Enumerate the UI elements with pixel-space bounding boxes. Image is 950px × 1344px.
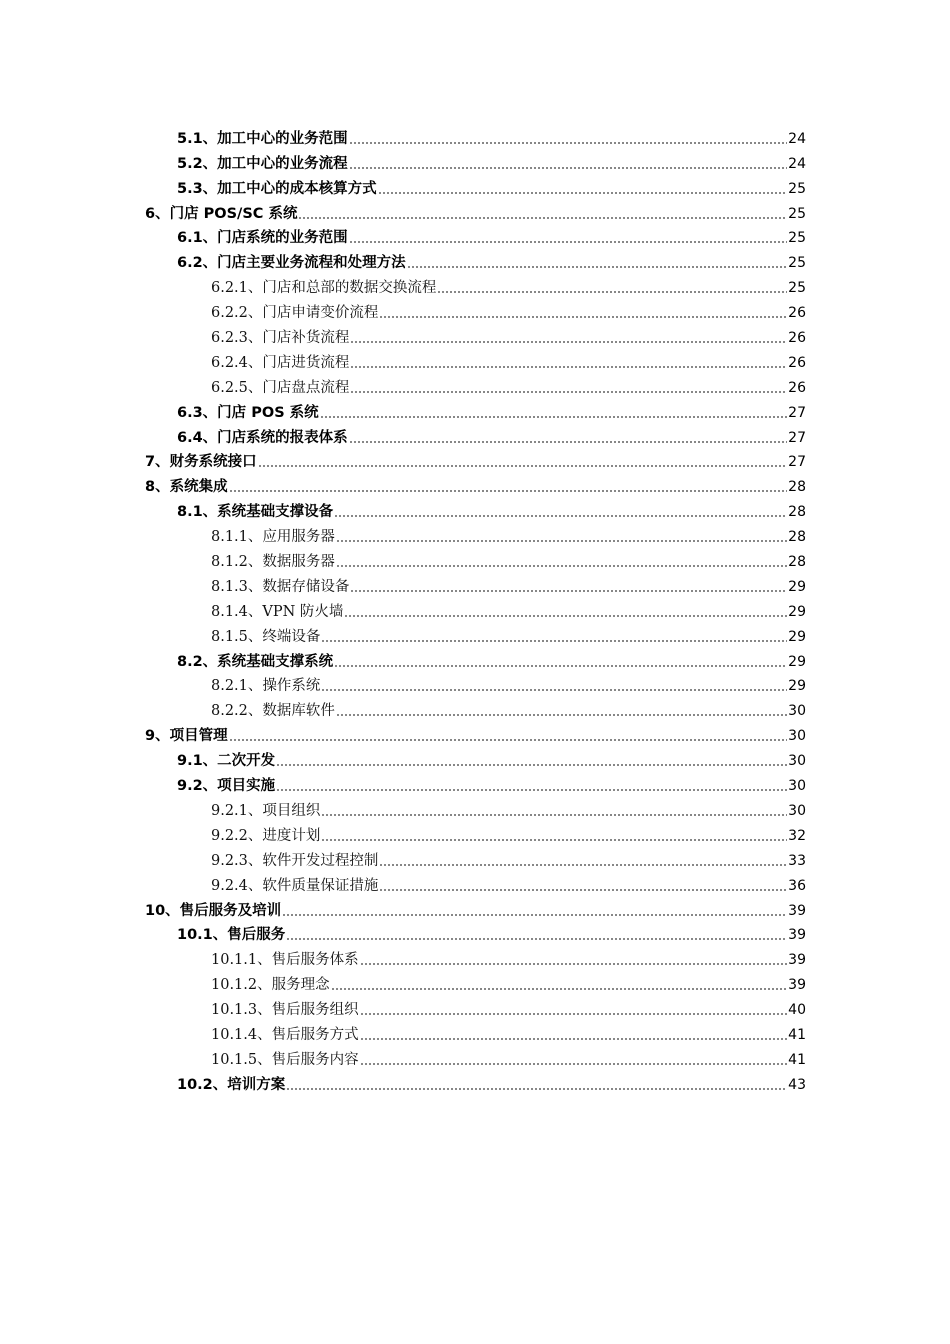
toc-entry-title: 6、门店 POS/SC 系统 bbox=[145, 205, 298, 222]
toc-entry-title: 6.2.5、门店盘点流程 bbox=[211, 379, 350, 396]
dot-leader bbox=[282, 914, 787, 916]
toc-entry-line bbox=[211, 678, 806, 694]
toc-entry-line bbox=[145, 479, 806, 495]
toc-entry-page-number: 29 bbox=[788, 653, 806, 670]
toc-entry-line bbox=[177, 430, 806, 446]
toc-entry-page-number: 26 bbox=[788, 330, 806, 347]
dot-leader bbox=[350, 391, 787, 393]
toc-entry[interactable] bbox=[0, 399, 950, 424]
toc-entry-title: 10.1.2、服务理念 bbox=[211, 977, 330, 994]
toc-entry-page-number: 24 bbox=[788, 130, 806, 147]
dot-leader bbox=[276, 764, 787, 766]
toc-entry-page-number: 41 bbox=[788, 1051, 806, 1068]
toc-entry-line bbox=[145, 903, 806, 919]
toc-entry-page-number: 39 bbox=[788, 902, 806, 919]
toc-entry-page-number: 29 bbox=[788, 628, 806, 645]
dot-leader bbox=[229, 490, 788, 492]
dot-leader bbox=[321, 839, 787, 841]
toc-entry[interactable] bbox=[0, 722, 950, 747]
dot-leader bbox=[360, 1063, 788, 1065]
toc-entry-line bbox=[211, 828, 806, 844]
toc-entry[interactable] bbox=[0, 374, 950, 399]
toc-entry-line bbox=[177, 156, 806, 172]
toc-entry-page-number: 27 bbox=[788, 454, 806, 471]
toc-entry-line bbox=[177, 405, 806, 421]
dot-leader bbox=[336, 565, 787, 567]
toc-entry-page-number: 28 bbox=[788, 504, 806, 521]
toc-entry-title: 8.1.1、应用服务器 bbox=[211, 529, 335, 546]
toc-entry[interactable] bbox=[0, 523, 950, 548]
dot-leader bbox=[334, 515, 787, 517]
dot-leader bbox=[360, 1013, 788, 1015]
dot-leader bbox=[349, 241, 787, 243]
toc-entry-title: 9.2.2、进度计划 bbox=[211, 827, 321, 844]
toc-entry-title: 8.2.1、操作系统 bbox=[211, 678, 321, 695]
toc-entry-line bbox=[177, 654, 806, 670]
dot-leader bbox=[229, 739, 788, 741]
toc-entry-title: 6.4、门店系统的报表体系 bbox=[177, 429, 348, 446]
toc-entry-line bbox=[211, 1052, 806, 1068]
toc-entry-title: 10.2、培训方案 bbox=[177, 1076, 286, 1093]
toc-entry-page-number: 28 bbox=[788, 529, 806, 546]
toc-entry-page-number: 25 bbox=[788, 255, 806, 272]
toc-entry-title: 5.2、加工中心的业务流程 bbox=[177, 155, 348, 172]
toc-entry-line bbox=[177, 230, 806, 246]
toc-entry[interactable] bbox=[0, 324, 950, 349]
toc-entry-page-number: 28 bbox=[788, 479, 806, 496]
toc-entry[interactable] bbox=[0, 747, 950, 772]
toc-entry-line bbox=[211, 355, 806, 371]
toc-entry-line bbox=[211, 878, 806, 894]
toc-entry[interactable] bbox=[0, 623, 950, 648]
toc-entry[interactable] bbox=[0, 598, 950, 623]
toc-entry-page-number: 36 bbox=[788, 877, 806, 894]
toc-entry[interactable] bbox=[0, 249, 950, 274]
dot-leader bbox=[350, 590, 787, 592]
toc-entry-title: 10.1.5、售后服务内容 bbox=[211, 1051, 359, 1068]
toc-entry-line bbox=[211, 803, 806, 819]
toc-entry-title: 8.1.2、数据服务器 bbox=[211, 554, 335, 571]
dot-leader bbox=[334, 665, 787, 667]
dot-leader bbox=[321, 640, 787, 642]
dot-leader bbox=[331, 988, 788, 990]
toc-entry[interactable] bbox=[0, 897, 950, 922]
toc-entry-page-number: 39 bbox=[788, 977, 806, 994]
toc-entry-line bbox=[211, 529, 806, 545]
toc-entry-title: 6.1、门店系统的业务范围 bbox=[177, 230, 348, 247]
toc-entry-line bbox=[145, 454, 806, 470]
toc-entry-line bbox=[211, 703, 806, 719]
toc-entry-page-number: 30 bbox=[788, 703, 806, 720]
toc-entry[interactable] bbox=[0, 1046, 950, 1071]
toc-entry-page-number: 30 bbox=[788, 753, 806, 770]
toc-entry-title: 8.2、系统基础支撑系统 bbox=[177, 653, 334, 670]
toc-entry-title: 6.2.1、门店和总部的数据交换流程 bbox=[211, 280, 437, 297]
toc-entry[interactable] bbox=[0, 424, 950, 449]
toc-entry-page-number: 26 bbox=[788, 305, 806, 322]
toc-entry-title: 9.2.1、项目组织 bbox=[211, 802, 321, 819]
toc-entry-line bbox=[211, 604, 806, 620]
toc-entry-line bbox=[211, 853, 806, 869]
toc-entry-line bbox=[177, 181, 806, 197]
toc-entry-title: 6.3、门店 POS 系统 bbox=[177, 404, 319, 421]
toc-entry[interactable] bbox=[0, 299, 950, 324]
toc-entry-title: 10.1.3、售后服务组织 bbox=[211, 1002, 359, 1019]
toc-entry-page-number: 28 bbox=[788, 554, 806, 571]
toc-entry[interactable] bbox=[0, 548, 950, 573]
toc-entry-page-number: 30 bbox=[788, 728, 806, 745]
toc-entry[interactable] bbox=[0, 225, 950, 250]
toc-entry-title: 8.1、系统基础支撑设备 bbox=[177, 504, 334, 521]
dot-leader bbox=[379, 864, 787, 866]
toc-entry[interactable] bbox=[0, 772, 950, 797]
toc-entry-page-number: 30 bbox=[788, 802, 806, 819]
toc-entry-line bbox=[177, 1077, 806, 1093]
dot-leader bbox=[344, 615, 787, 617]
toc-entry-title: 5.3、加工中心的成本核算方式 bbox=[177, 180, 377, 197]
toc-entry-line bbox=[211, 380, 806, 396]
dot-leader bbox=[350, 341, 787, 343]
toc-entry[interactable] bbox=[0, 573, 950, 598]
dot-leader bbox=[321, 814, 787, 816]
toc-entry[interactable] bbox=[0, 922, 950, 947]
toc-entry-page-number: 40 bbox=[788, 1002, 806, 1019]
dot-leader bbox=[407, 266, 787, 268]
toc-entry-line bbox=[211, 629, 806, 645]
toc-entry-page-number: 29 bbox=[788, 603, 806, 620]
toc-entry[interactable] bbox=[0, 125, 950, 150]
toc-entry[interactable] bbox=[0, 449, 950, 474]
toc-entry-page-number: 33 bbox=[788, 852, 806, 869]
toc-entry-title: 8.1.4、VPN 防火墙 bbox=[211, 603, 344, 620]
toc-entry-page-number: 26 bbox=[788, 379, 806, 396]
toc-entry-title: 8.1.3、数据存储设备 bbox=[211, 578, 350, 595]
toc-entry[interactable] bbox=[0, 200, 950, 225]
toc-entry[interactable] bbox=[0, 274, 950, 299]
toc-entry-page-number: 25 bbox=[788, 280, 806, 297]
toc-entry-line bbox=[211, 305, 806, 321]
toc-entry[interactable] bbox=[0, 473, 950, 498]
toc-entry-line bbox=[177, 131, 806, 147]
toc-entry-title: 9.1、二次开发 bbox=[177, 753, 276, 770]
toc-entry-page-number: 43 bbox=[788, 1076, 806, 1093]
toc-entry[interactable] bbox=[0, 673, 950, 698]
toc-entry-line bbox=[177, 927, 806, 943]
toc-entry-title: 6.2.3、门店补货流程 bbox=[211, 330, 350, 347]
dot-leader bbox=[320, 416, 787, 418]
dot-leader bbox=[336, 714, 787, 716]
dot-leader bbox=[321, 689, 787, 691]
toc-entry-line bbox=[177, 778, 806, 794]
toc-entry-page-number: 24 bbox=[788, 155, 806, 172]
toc-entry-title: 7、财务系统接口 bbox=[145, 454, 257, 471]
toc-entry[interactable] bbox=[0, 872, 950, 897]
toc-entry[interactable] bbox=[0, 971, 950, 996]
toc-entry-line bbox=[211, 330, 806, 346]
toc-entry[interactable] bbox=[0, 697, 950, 722]
toc-entry-line bbox=[177, 255, 806, 271]
toc-entry-title: 8、系统集成 bbox=[145, 479, 228, 496]
toc-entry-line bbox=[145, 206, 806, 222]
toc-entry-line bbox=[211, 280, 806, 296]
dot-leader bbox=[349, 167, 787, 169]
toc-entry-title: 9、项目管理 bbox=[145, 728, 228, 745]
toc-entry-title: 8.2.2、数据库软件 bbox=[211, 703, 335, 720]
toc-entry-title: 8.1.5、终端设备 bbox=[211, 628, 321, 645]
dot-leader bbox=[276, 789, 787, 791]
toc-entry-line bbox=[211, 1027, 806, 1043]
toc-entry[interactable] bbox=[0, 797, 950, 822]
toc-entry-page-number: 39 bbox=[788, 952, 806, 969]
toc-entry-page-number: 26 bbox=[788, 354, 806, 371]
dot-leader bbox=[336, 540, 787, 542]
toc-entry-page-number: 41 bbox=[788, 1026, 806, 1043]
toc-entry-page-number: 27 bbox=[788, 429, 806, 446]
toc-entry-line bbox=[177, 753, 806, 769]
dot-leader bbox=[379, 889, 787, 891]
toc-entry-title: 6.2.2、门店申请变价流程 bbox=[211, 305, 379, 322]
toc-entry[interactable] bbox=[0, 1021, 950, 1046]
toc-entry-line bbox=[211, 1002, 806, 1018]
toc-entry-line bbox=[211, 977, 806, 993]
toc-entry-title: 5.1、加工中心的业务范围 bbox=[177, 130, 348, 147]
toc-entry[interactable] bbox=[0, 150, 950, 175]
toc-entry[interactable] bbox=[0, 498, 950, 523]
toc-entry-title: 6.2、门店主要业务流程和处理方法 bbox=[177, 255, 406, 272]
toc-entry-title: 9.2.3、软件开发过程控制 bbox=[211, 852, 379, 869]
dot-leader bbox=[437, 291, 787, 293]
dot-leader bbox=[349, 441, 787, 443]
dot-leader bbox=[349, 142, 787, 144]
toc-entry-title: 9.2、项目实施 bbox=[177, 778, 276, 795]
toc-entry[interactable] bbox=[0, 822, 950, 847]
toc-entry-title: 10.1.1、售后服务体系 bbox=[211, 952, 359, 969]
toc-entry-page-number: 27 bbox=[788, 404, 806, 421]
dot-leader bbox=[379, 316, 787, 318]
toc-entry-title: 6.2.4、门店进货流程 bbox=[211, 354, 350, 371]
toc-entry-page-number: 39 bbox=[788, 927, 806, 944]
toc-entry-page-number: 25 bbox=[788, 180, 806, 197]
dot-leader bbox=[258, 465, 788, 467]
toc-entry-title: 10.1.4、售后服务方式 bbox=[211, 1026, 359, 1043]
toc-entry[interactable] bbox=[0, 648, 950, 673]
toc-entry-line bbox=[211, 579, 806, 595]
toc-entry[interactable] bbox=[0, 1071, 950, 1096]
toc-entry-title: 10.1、售后服务 bbox=[177, 927, 286, 944]
dot-leader bbox=[360, 1038, 788, 1040]
toc-entry[interactable] bbox=[0, 847, 950, 872]
toc-entry-page-number: 29 bbox=[788, 578, 806, 595]
toc-entry-page-number: 25 bbox=[788, 205, 806, 222]
toc-entry-line bbox=[177, 504, 806, 520]
toc-entry-page-number: 32 bbox=[788, 827, 806, 844]
toc-entry[interactable] bbox=[0, 175, 950, 200]
toc-entry-title: 10、售后服务及培训 bbox=[145, 902, 282, 919]
toc-entry[interactable] bbox=[0, 946, 950, 971]
table-of-contents bbox=[0, 125, 950, 1096]
toc-entry-line bbox=[211, 554, 806, 570]
toc-entry-line bbox=[145, 728, 806, 744]
dot-leader bbox=[286, 1088, 787, 1090]
toc-entry-title: 9.2.4、软件质量保证措施 bbox=[211, 877, 379, 894]
dot-leader bbox=[378, 192, 787, 194]
dot-leader bbox=[298, 217, 787, 219]
dot-leader bbox=[286, 938, 787, 940]
toc-entry-page-number: 29 bbox=[788, 678, 806, 695]
dot-leader bbox=[350, 366, 787, 368]
dot-leader bbox=[360, 963, 788, 965]
toc-entry[interactable] bbox=[0, 349, 950, 374]
toc-entry-page-number: 25 bbox=[788, 230, 806, 247]
toc-entry[interactable] bbox=[0, 996, 950, 1021]
toc-entry-page-number: 30 bbox=[788, 778, 806, 795]
toc-entry-line bbox=[211, 952, 806, 968]
